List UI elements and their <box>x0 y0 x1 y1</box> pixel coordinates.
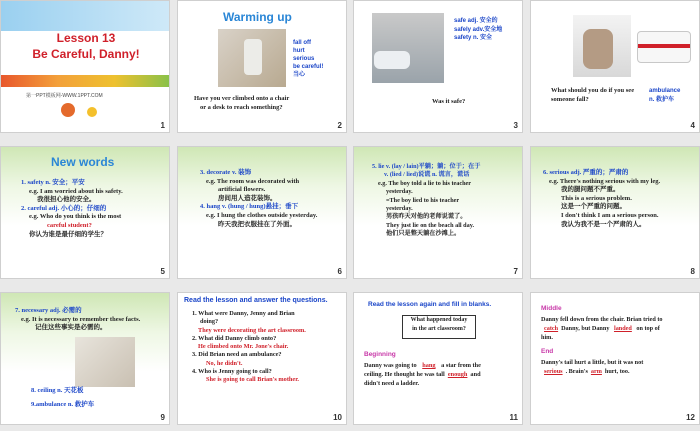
slide-thumbnail-8[interactable] <box>530 146 700 279</box>
slide-number: 3 <box>513 121 518 130</box>
answer-blank: landed <box>613 325 632 333</box>
safe-question: Was it safe? <box>432 98 466 105</box>
ambulance-stripe <box>638 44 690 48</box>
vocab-word: be careful! <box>293 64 324 70</box>
fall-question: What should you do if you see someone fall? <box>551 87 635 103</box>
warmup-question: Have you ver climbed onto a chair or a desk to reach something? <box>194 95 290 111</box>
safe-vocab: safe adj. 安全的 safely adv.安全地 safety n. 安全 <box>454 18 503 41</box>
ambulance-label: ambulance n. 救护车 <box>649 88 681 103</box>
photo-ambulance <box>637 31 691 63</box>
title-band <box>1 1 170 31</box>
answer-blank: arm <box>590 368 602 376</box>
slide-thumbnail-2[interactable] <box>177 0 347 133</box>
question-box: What happened today in the art classroom? <box>402 315 476 339</box>
slide-thumbnail-5[interactable] <box>0 146 170 279</box>
slide-thumbnail-11[interactable] <box>353 292 523 425</box>
vocab-word: 当心 <box>293 72 306 78</box>
lesson-title: Lesson 13 <box>56 31 116 45</box>
lesson-subtitle: Be Careful, Danny! <box>32 47 140 61</box>
new-words-heading: New words <box>51 155 115 169</box>
reading-questions-heading: Read the lesson and answer the questions. <box>184 297 328 304</box>
answer-blank: serious <box>544 368 563 376</box>
vocab-word: serious <box>293 56 315 62</box>
slide-number: 6 <box>337 267 342 276</box>
vocab-list <box>293 39 323 79</box>
slide-thumbnail-1[interactable] <box>0 0 170 133</box>
fill-blanks-heading: Read the lesson again and fill in blanks. <box>368 301 492 308</box>
slide-number: 5 <box>160 267 165 276</box>
slide-number: 10 <box>333 413 342 422</box>
beginning-text: Danny was going to hang a star from the ceiling. He thought he was tall enough and didn't need a ladder. <box>364 362 481 387</box>
middle-heading: Middle <box>541 305 562 312</box>
middle-text: Danny fell down from the chair. Brian tried to catch Danny, but Danny landed on top of him. <box>541 316 663 342</box>
slide-number: 4 <box>690 121 695 130</box>
photo-child-figure <box>244 39 262 75</box>
vocab-word: hurt <box>293 48 305 54</box>
slide-number: 1 <box>160 121 165 130</box>
slide-number: 7 <box>513 267 518 276</box>
word-safety: 1. safety n. 安全；平安 e.g. I am worried about his safety. 我很担心他的安全。 2. careful adj. 小心的；仔细的 e.g. Who do you think is the most careful student? 你认为谁是最仔细的学生？ <box>21 179 123 238</box>
slide-number: 2 <box>337 121 342 130</box>
answer-blank: hang <box>422 362 436 369</box>
slide-thumbnail-10[interactable] <box>177 292 347 425</box>
slide-number: 8 <box>690 267 695 276</box>
flower-decoration <box>87 107 97 117</box>
photo-car <box>374 51 410 69</box>
slide-thumbnail-6[interactable] <box>177 146 347 279</box>
decorative-stripes <box>1 75 170 87</box>
word-ceiling: 8. ceiling n. 天花板 <box>31 387 84 394</box>
beginning-heading: Beginning <box>364 351 396 358</box>
vocab-word: fall off <box>293 40 311 46</box>
flower-decoration <box>61 103 75 117</box>
slide-number: 12 <box>686 413 695 422</box>
word-necessary: 7. necessary adj. 必需的 e.g. It is necessary to remember these facts. 记住这些事实是必需的。 <box>15 307 141 332</box>
slide-thumbnail-3[interactable] <box>353 0 523 133</box>
warming-up-heading: Warming up <box>223 10 292 24</box>
word-ambulance: 9.ambulance n. 救护车 <box>31 401 95 408</box>
photo-people <box>583 29 613 69</box>
end-text: Danny's tail hurt a little, but it was not serious . Brain's arm hurt, too. <box>541 359 644 376</box>
slide-thumbnail-9[interactable] <box>0 292 170 425</box>
slide-thumbnail-4[interactable] <box>530 0 700 133</box>
ceiling-photo <box>75 337 135 387</box>
word-lie: 5. lie v. (lay / lain)平躺；躺；位于；在于 v. (lied / lied)说谎 n. 谎言，谎话 e.g. The boy told a lie to his teacher yesterday. =The boy lied to his teacher yesterday. 男孩昨天对他的老师说谎了。 They just lie on the beach all day. 他们只是整天躺在沙滩上。 <box>372 163 481 238</box>
answer-blank: enough <box>447 371 468 378</box>
slide-number: 9 <box>160 413 165 422</box>
slide-thumbnail-12[interactable] <box>530 292 700 425</box>
slide-thumbnail-7[interactable] <box>353 146 523 279</box>
word-serious: 6. serious adj. 严重的；严肃的 e.g. There's nothing serious with my leg. 我的腿问题不严重。 This is a serious problem. 这是一个严重的问题。 I don't think I am a serious person. 我认为我不是一个严肃的人。 <box>543 169 661 228</box>
end-heading: End <box>541 348 554 355</box>
footer-text: 第一PPT模板网-WWW.1PPT.COM <box>26 93 103 99</box>
slide-number: 11 <box>509 413 518 422</box>
answer-blank: catch <box>544 325 559 333</box>
word-decorate-hang: 3. decorate v. 装饰 e.g. The room was decorated with artificial flowers. 房间用人造花装饰。 4. hang v. (hung / hung)悬挂；垂下 e.g. I hung the clothes outside yesterday. 昨天我把衣服挂在了外面。 <box>200 169 318 228</box>
photo-street-children <box>372 13 444 83</box>
question-list: 1. What were Danny, Jenny and Brian doing? They were decorating the art classroom. 2. What did Danny climb onto? He climbed onto Mr. Jone's chair. 3. Did Brian need an ambulance? No, he didn't. 4. Who is Jenny going to call? She is going to call Brian's mother. <box>192 310 306 384</box>
